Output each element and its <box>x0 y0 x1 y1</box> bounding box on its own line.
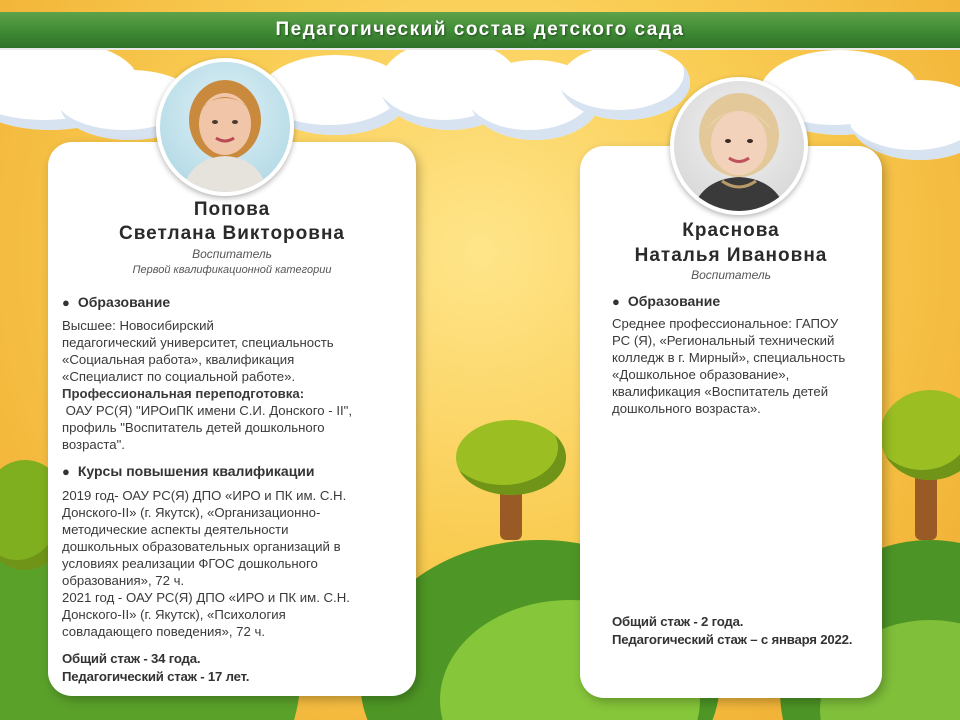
teacher-given-names: Наталья Ивановна <box>634 245 828 266</box>
page-title: Педагогический состав детского сада <box>275 19 685 40</box>
text-line: Среднее профессиональное: ГАПОУ <box>612 316 839 331</box>
experience-stats-krasnova <box>612 613 880 649</box>
cloud <box>560 45 690 120</box>
text-line: Высшее: Новосибирский <box>62 318 214 333</box>
portrait-photo-icon <box>160 62 290 192</box>
courses-heading <box>62 463 315 479</box>
text-line: колледж в г. Мирный», специальность <box>612 350 846 365</box>
retraining-heading: Профессиональная переподготовка: <box>62 386 305 401</box>
teaching-experience: Педагогический стаж – с января 2022. <box>612 632 853 647</box>
teacher-given-names: Светлана Викторовна <box>119 223 345 244</box>
teacher-name-popova <box>48 198 416 246</box>
teacher-category: Первой квалификационной категории <box>132 264 332 276</box>
text-line: условиях реализации ФГОС дошкольного <box>62 556 318 571</box>
experience-stats-popova <box>62 650 407 686</box>
teaching-experience: Педагогический стаж - 17 лет. <box>62 669 250 684</box>
teacher-position: Воспитатель <box>691 268 771 282</box>
text-line: Донского-II» (г. Якутск), «Психология <box>62 607 286 622</box>
text-line: дошкольных образовательных организаций в <box>62 539 341 554</box>
total-experience: Общий стаж - 2 года. <box>612 614 744 629</box>
title-bar <box>0 12 960 50</box>
portrait-photo-icon <box>674 81 804 211</box>
education-heading-label: Образование <box>77 294 171 310</box>
bullet-icon: ● <box>612 293 620 309</box>
bullet-icon: ● <box>62 463 70 479</box>
text-line: «Специалист по социальной работе». <box>62 369 296 384</box>
education-heading <box>62 294 170 310</box>
text-line: «Дошкольное образование», <box>612 367 790 382</box>
courses-heading-label: Курсы повышения квалификации <box>77 463 315 479</box>
education-text <box>612 315 877 417</box>
total-experience: Общий стаж - 34 года. <box>62 651 201 666</box>
tree-crown <box>456 420 566 495</box>
text-line: педагогический университет, специальность <box>62 335 334 350</box>
text-line: квалификация «Воспитатель детей <box>612 384 829 399</box>
teacher-photo-krasnova <box>670 77 808 215</box>
text-line: «Социальная работа», квалификация <box>62 352 295 367</box>
teacher-photo-popova <box>156 58 294 196</box>
text-line: 2021 год - ОАУ РС(Я) ДПО «ИРО и ПК им. С.Н. <box>62 590 350 605</box>
text-line: образования», 72 ч. <box>62 573 185 588</box>
text-line: Донского-II» (г. Якутск), «Организационно- <box>62 505 321 520</box>
text-line: совладающего поведения», 72 ч. <box>62 624 266 639</box>
teacher-surname: Попова <box>193 199 271 220</box>
teacher-name-krasnova <box>580 218 882 268</box>
education-heading-label: Образование <box>627 293 721 309</box>
text-line: ОАУ РС(Я) "ИРОиПК имени С.И. Донского - II", <box>62 403 353 418</box>
education-heading <box>612 293 720 309</box>
education-text <box>62 317 402 453</box>
text-line: профиль "Воспитатель детей дошкольного <box>62 420 325 435</box>
text-line: дошкольного возраста». <box>612 401 761 416</box>
text-line: РС (Я), «Региональный технический <box>612 333 835 348</box>
teacher-position: Воспитатель <box>192 247 272 261</box>
text-line: возраста". <box>62 437 125 452</box>
text-line: методические аспекты деятельности <box>62 522 289 537</box>
courses-text <box>62 487 407 640</box>
text-line: 2019 год- ОАУ РС(Я) ДПО «ИРО и ПК им. С.Н. <box>62 488 347 503</box>
bullet-icon: ● <box>62 294 70 310</box>
teacher-surname: Краснова <box>682 220 780 241</box>
